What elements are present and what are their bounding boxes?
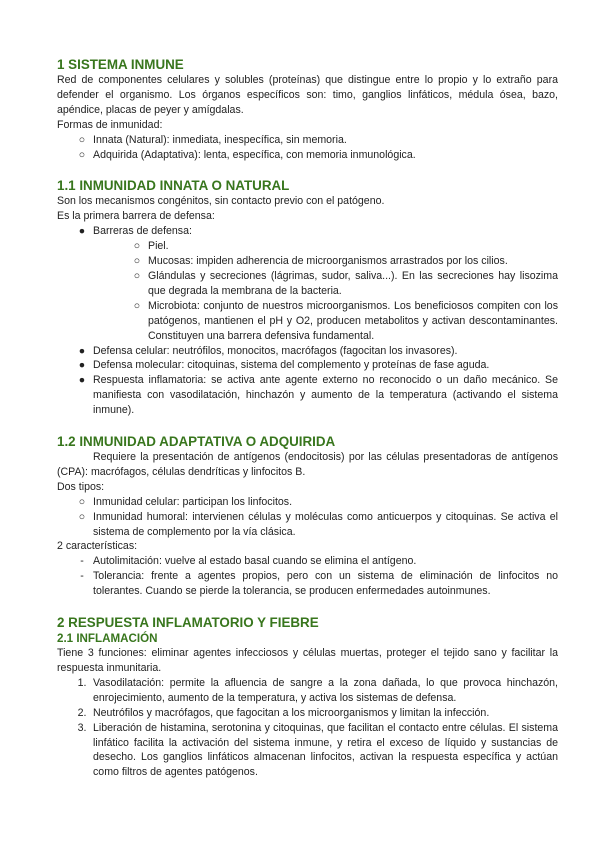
- paragraph-innata-1: Son los mecanismos congénitos, sin contacto previo con el patógeno.: [57, 195, 385, 208]
- paragraph-caracteristicas: 2 características:: [57, 540, 138, 553]
- list-item: ● Defensa celular: neutrófilos, monocitos, macrófagos (fagocitan los invasores).: [93, 344, 558, 359]
- list-item: - Tolerancia: frente a agentes propios, pero con un sistema de eliminación de linfocitos no tolerantes. Cuando se pierde la tolerancia, se producen enfermedades autoinmunes.: [93, 569, 558, 599]
- list-item: ● Barreras de defensa:: [93, 224, 558, 239]
- list-item: ● Defensa molecular: citoquinas, sistema del complemento y proteínas de fase aguda.: [93, 358, 558, 373]
- list-tipos: [57, 495, 558, 540]
- heading-sistema-inmune: 1 SISTEMA INMUNE: [57, 57, 184, 72]
- list-formas: [57, 133, 558, 163]
- circle-bullet-icon: ○: [133, 269, 141, 282]
- paragraph-adaptativa-1: Requiere la presentación de antígenos (endocitosis) por las células presentadoras de antígenos (CPA): macrófagos, células dendríticas y linfocitos B.: [57, 451, 558, 478]
- list-barreras: [57, 239, 558, 343]
- disc-bullet-icon: ●: [78, 225, 86, 238]
- disc-bullet-icon: ●: [78, 344, 86, 357]
- list-number: 1.: [77, 676, 87, 689]
- list-item: 3. Liberación de histamina, serotonina y citoquinas, que facilitan el contacto entre células. El sistema linfático facilita la activación del sistema inmune, y retira el exceso de líquido y sustancias de desecho. Los ganglios linfáticos almacenan linfocitos, activan la respuesta específica y actúan como filtros de agentes patógenos.: [93, 721, 558, 781]
- circle-bullet-icon: ○: [133, 240, 141, 253]
- circle-bullet-icon: ○: [133, 299, 141, 312]
- dash-bullet-icon: -: [80, 555, 84, 568]
- circle-bullet-icon: ○: [78, 510, 86, 523]
- list-item: ○ Adquirida (Adaptativa): lenta, específica, con memoria inmunológica.: [93, 148, 558, 163]
- paragraph-intro: Red de componentes celulares y solubles (proteínas) que distingue entre lo propio y lo extraño para defender el organismo. Los órganos específicos son: timo, ganglios linfáticos, médula ósea, bazo, apéndice, placas de peyer y amígdalas.: [57, 74, 558, 116]
- list-number: 3.: [77, 721, 87, 734]
- circle-bullet-icon: ○: [78, 495, 86, 508]
- paragraph-innata-2: Es la primera barrera de defensa:: [57, 210, 215, 223]
- list-item: ○ Innata (Natural): inmediata, inespecífica, sin memoria.: [93, 133, 558, 148]
- paragraph-funciones: Tiene 3 funciones: eliminar agentes infecciosos y células muertas, proteger el tejido sano y facilitar la respuesta inmunitaria.: [57, 647, 558, 674]
- list-defensas: [57, 344, 558, 419]
- paragraph-dos-tipos: Dos tipos:: [57, 480, 105, 493]
- list-item: ○ Inmunidad celular: participan los linfocitos.: [93, 495, 558, 510]
- disc-bullet-icon: ●: [78, 359, 86, 372]
- heading-inflamacion: 2.1 INFLAMACIÓN: [57, 632, 158, 646]
- circle-bullet-icon: ○: [78, 148, 86, 161]
- heading-respuesta-inflamatoria: 2 RESPUESTA INFLAMATORIO Y FIEBRE: [57, 615, 319, 631]
- circle-bullet-icon: ○: [78, 133, 86, 146]
- list-number: 2.: [77, 706, 87, 719]
- list-item: ○ Piel.: [148, 239, 558, 254]
- paragraph-formas-label: Formas de inmunidad:: [57, 118, 163, 131]
- circle-bullet-icon: ○: [133, 255, 141, 268]
- list-item: ○ Mucosas: impiden adherencia de microorganismos arrastrados por los cilios.: [148, 254, 558, 269]
- list-item: ● Respuesta inflamatoria: se activa ante agente externo no reconocido o un daño mecánico. Se manifiesta con vasodilatación, hinchazón y aumento de la temperatura (activando el sistema inmune).: [93, 373, 558, 418]
- heading-inmunidad-innata: 1.1 INMUNIDAD INNATA O NATURAL: [57, 178, 290, 194]
- list-innata: [57, 224, 558, 239]
- list-item: ○ Microbiota: conjunto de nuestros microorganismos. Los beneficiosos compiten con los patógenos, mantienen el pH y O2, producen metabolitos y activan descontaminantes. Constituyen una barrera defensiva fundamental.: [148, 299, 558, 344]
- list-funciones: [57, 676, 558, 780]
- list-item: ○ Inmunidad humoral: intervienen células y moléculas como anticuerpos y citoquinas. Se activa el sistema de complemento por la vía clásica.: [93, 510, 558, 540]
- list-item: 2. Neutrófilos y macrófagos, que fagocitan a los microorganismos y limitan la infección.: [93, 706, 558, 721]
- disc-bullet-icon: ●: [78, 374, 86, 387]
- list-item: ○ Glándulas y secreciones (lágrimas, sudor, saliva...). En las secreciones hay lisozima que degrada la membrana de la bacteria.: [148, 269, 558, 299]
- list-item: - Autolimitación: vuelve al estado basal cuando se elimina el antígeno.: [93, 554, 558, 569]
- dash-bullet-icon: -: [80, 570, 84, 583]
- heading-inmunidad-adaptativa: 1.2 INMUNIDAD ADAPTATIVA O ADQUIRIDA: [57, 434, 336, 450]
- list-item: 1. Vasodilatación: permite la afluencia de sangre a la zona dañada, lo que provoca hinchazón, enrojecimiento, aumento de la temperatura, y activa los sistemas de defensa.: [93, 676, 558, 706]
- list-caracteristicas: [57, 554, 558, 599]
